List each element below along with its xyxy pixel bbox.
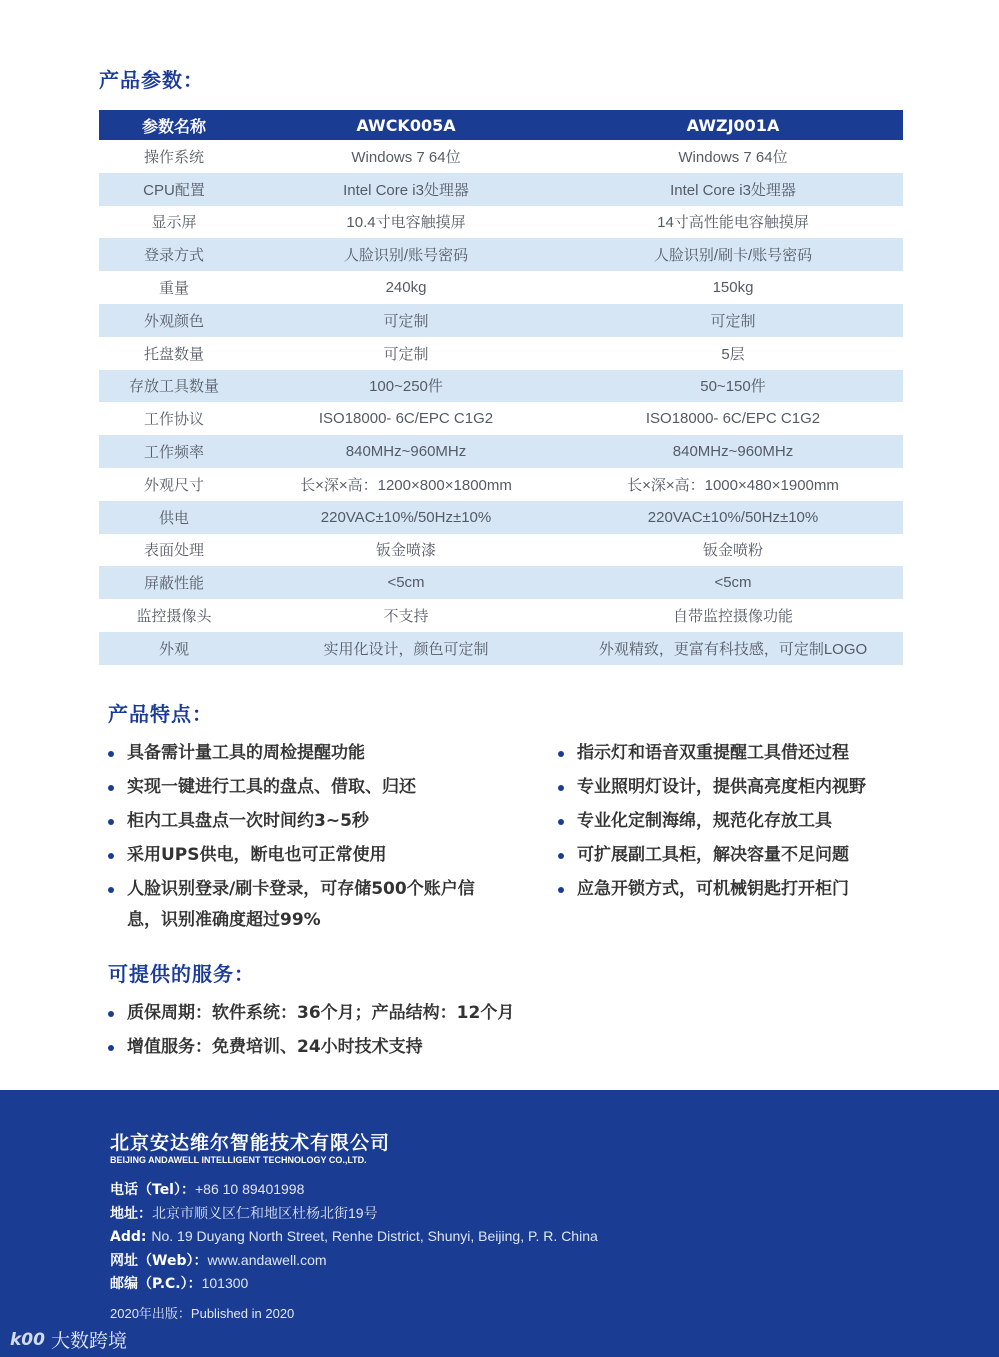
section-title-services: 可提供的服务： [108,962,255,986]
contact-info [110,1178,598,1296]
table-header-cell: AWZJ001A [563,110,903,140]
list-item: 柜内工具盘点一次时间约3~5秒 [108,806,508,837]
table-cell: 可定制 [249,304,563,337]
contact-address-en [110,1225,598,1249]
features-list-left [108,738,508,939]
table-header-cell: AWCK005A [249,110,563,140]
table-cell: <5cm [563,566,903,599]
table-cell: 长×深×高：1200×800×1800mm [249,468,563,501]
table-row [99,501,903,534]
contact-label: 网址（Web）： [110,1252,208,1269]
table-cell: 人脸识别/账号密码 [249,238,563,271]
list-item: 质保周期：软件系统：36个月；产品结构：12个月 [108,998,708,1029]
table-cell: 监控摄像头 [99,599,249,632]
table-header-row [99,110,903,140]
watermark-text: 大数跨境 [50,1330,127,1352]
table-cell: Intel Core i3处理器 [249,173,563,206]
table-cell: 可定制 [249,337,563,370]
table-cell: 存放工具数量 [99,370,249,403]
table-row [99,238,903,271]
table-row [99,304,903,337]
table-cell: 840MHz~960MHz [563,435,903,468]
table-cell: <5cm [249,566,563,599]
table-row [99,435,903,468]
list-item: 增值服务：免费培训、24小时技术支持 [108,1032,708,1063]
company-name-en: BEIJING ANDAWELL INTELLIGENT TECHNOLOGY CO.,LTD. [110,1155,367,1165]
table-cell: ISO18000- 6C/EPC C1G2 [563,402,903,435]
services-list [108,998,708,1066]
table-cell: 100~250件 [249,370,563,403]
list-item: 具备需计量工具的周检提醒功能 [108,738,508,769]
table-cell: Windows 7 64位 [249,140,563,173]
table-cell: ISO18000- 6C/EPC C1G2 [249,402,563,435]
table-cell: 可定制 [563,304,903,337]
table-row [99,599,903,632]
contact-label: Add: [110,1229,152,1246]
contact-address-cn [110,1202,598,1226]
contact-postcode [110,1272,598,1296]
list-item: 指示灯和语音双重提醒工具借还过程 [558,738,958,769]
list-item: 专业化定制海绵，规范化存放工具 [558,806,958,837]
contact-label: 地址： [110,1205,152,1222]
contact-value: 101300 [201,1275,249,1292]
table-cell: 外观尺寸 [99,468,249,501]
table-cell: 人脸识别/刷卡/账号密码 [563,238,903,271]
table-header-cell: 参数名称 [99,110,249,140]
table-cell: 外观精致，更富有科技感，可定制LOGO [563,632,903,665]
section-title-params: 产品参数： [99,68,204,92]
table-row [99,140,903,173]
section-title-features: 产品特点： [108,702,213,726]
table-row [99,632,903,665]
list-item: 专业照明灯设计，提供高亮度柜内视野 [558,772,958,803]
table-row [99,402,903,435]
table-cell: 自带监控摄像功能 [563,599,903,632]
table-cell: 钣金喷漆 [249,534,563,567]
table-cell: 操作系统 [99,140,249,173]
table-row [99,370,903,403]
contact-label: 电话（Tel）： [110,1182,195,1198]
list-item: 应急开锁方式，可机械钥匙打开柜门 [558,874,958,905]
table-cell: 实用化设计，颜色可定制 [249,632,563,665]
published-note: 2020年出版：Published in 2020 [110,1306,295,1321]
contact-web [110,1249,598,1273]
table-cell: 840MHz~960MHz [249,435,563,468]
contact-label: 邮编（P.C.）： [110,1276,202,1293]
table-cell: 50~150件 [563,370,903,403]
table-cell: 220VAC±10%/50Hz±10% [249,501,563,534]
table-cell: Intel Core i3处理器 [563,173,903,206]
table-cell: 不支持 [249,599,563,632]
contact-tel [110,1178,598,1202]
contact-value: No. 19 Duyang North Street, Renhe District, Shunyi, Beijing, P. R. China [151,1228,598,1245]
table-cell: 表面处理 [99,534,249,567]
table-cell: 重量 [99,271,249,304]
table-cell: 220VAC±10%/50Hz±10% [563,501,903,534]
table-cell: 10.4寸电容触摸屏 [249,206,563,239]
list-item: 人脸识别登录/刷卡登录，可存储500个账户信息，识别准确度超过99% [108,874,492,936]
table-cell: Windows 7 64位 [563,140,903,173]
contact-value: +86 10 89401998 [194,1181,305,1197]
company-name-cn: 北京安达维尔智能技术有限公司 [110,1132,391,1154]
footer [0,1090,999,1357]
table-cell: 工作频率 [99,435,249,468]
list-item: 可扩展副工具柜，解决容量不足问题 [558,840,958,871]
table-cell: 工作协议 [99,402,249,435]
table-cell: 5层 [563,337,903,370]
table-row [99,534,903,567]
watermark [10,1326,127,1353]
table-row [99,468,903,501]
table-cell: 屏蔽性能 [99,566,249,599]
table-cell: 240kg [249,271,563,304]
watermark-logo-icon: k00 [10,1329,45,1350]
table-row [99,566,903,599]
table-cell: 14寸高性能电容触摸屏 [563,206,903,239]
table-cell: 长×深×高：1000×480×1900mm [563,468,903,501]
list-item: 采用UPS供电，断电也可正常使用 [108,840,508,871]
table-cell: CPU配置 [99,173,249,206]
table-cell: 钣金喷粉 [563,534,903,567]
table-row [99,271,903,304]
table-cell: 外观颜色 [99,304,249,337]
table-cell: 供电 [99,501,249,534]
contact-value: 北京市顺义区仁和地区杜杨北街19号 [152,1204,378,1221]
contact-value[interactable]: www.andawell.com [207,1251,327,1268]
table-cell: 外观 [99,632,249,665]
table-cell: 托盘数量 [99,337,249,370]
table-row [99,206,903,239]
list-item: 实现一键进行工具的盘点、借取、归还 [108,772,508,803]
table-cell: 150kg [563,271,903,304]
table-row [99,337,903,370]
table-cell: 显示屏 [99,206,249,239]
table-cell: 登录方式 [99,238,249,271]
table-row [99,173,903,206]
features-list-right [558,738,958,908]
spec-table [99,110,903,665]
